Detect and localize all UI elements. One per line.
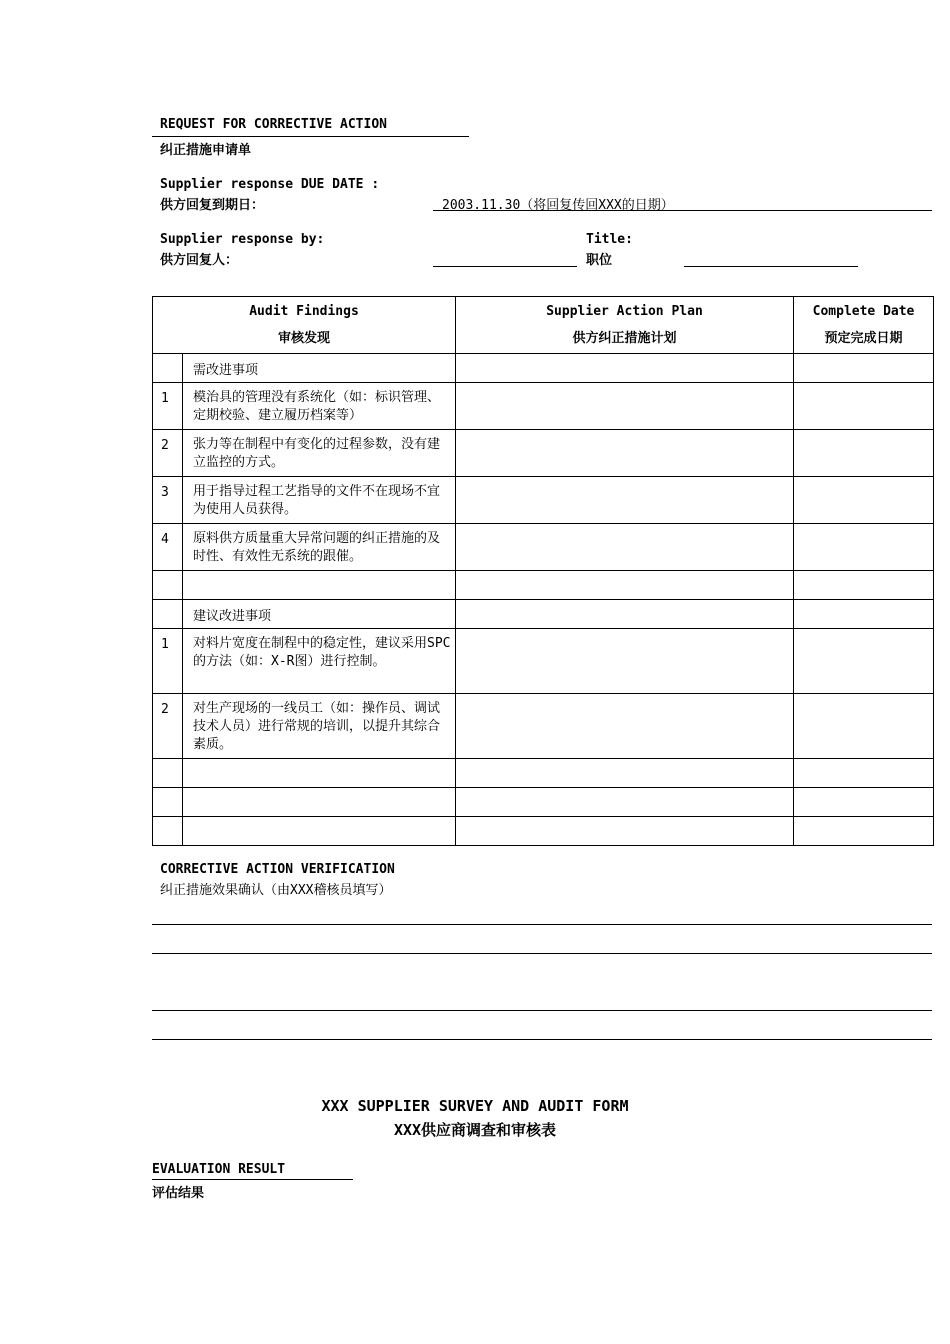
table-row [153, 571, 934, 600]
survey-title-en: XXX SUPPLIER SURVEY AND AUDIT FORM [321, 1097, 629, 1115]
audit-findings-header [153, 297, 456, 354]
table-row [153, 629, 934, 694]
row-number [153, 759, 183, 788]
row-number: 4 [153, 524, 183, 571]
finding-text [183, 817, 456, 846]
verification-title-cn: 纠正措施效果确认（由XXX稽核员填写） [160, 883, 392, 898]
row-number: 1 [153, 629, 183, 694]
evaluation-underline [152, 1179, 353, 1180]
table-row [153, 694, 934, 759]
verification-title-en: CORRECTIVE ACTION VERIFICATION [160, 862, 395, 877]
action-plan-cell[interactable] [456, 759, 794, 788]
table-row [153, 354, 934, 383]
complete-date-cell[interactable] [794, 694, 934, 759]
action-plan-cell[interactable] [456, 694, 794, 759]
finding-text [183, 759, 456, 788]
due-date-value: 2003.11.30（将回复传回XXX的日期） [442, 198, 674, 213]
finding-text: 需改进事项 [183, 354, 456, 383]
response-by-label-en: Supplier response by: [160, 232, 325, 247]
finding-text: 用于指导过程工艺指导的文件不在现场不宜为使用人员获得。 [183, 477, 456, 524]
audit-findings-header-en: Audit Findings [249, 304, 359, 319]
complete-date-cell[interactable] [794, 524, 934, 571]
job-title-field[interactable] [684, 266, 858, 267]
table-header-row [153, 297, 934, 354]
complete-date-cell[interactable] [794, 817, 934, 846]
finding-text [183, 788, 456, 817]
audit-findings-table [152, 296, 934, 846]
action-plan-cell[interactable] [456, 600, 794, 629]
row-number: 2 [153, 430, 183, 477]
due-date-label-cn: 供方回复到期日： [160, 198, 265, 213]
complete-date-header [794, 297, 934, 354]
finding-text [183, 571, 456, 600]
table-row [153, 430, 934, 477]
table-row [153, 600, 934, 629]
complete-date-cell[interactable] [794, 600, 934, 629]
evaluation-title-cn: 评估结果 [152, 1186, 205, 1201]
complete-date-cell[interactable] [794, 788, 934, 817]
complete-date-cell[interactable] [794, 477, 934, 524]
complete-date-cell[interactable] [794, 383, 934, 430]
evaluation-title-en: EVALUATION RESULT [152, 1162, 286, 1177]
row-number [153, 354, 183, 383]
finding-text: 张力等在制程中有变化的过程参数，没有建立监控的方式。 [183, 430, 456, 477]
action-plan-header-cn: 供方纠正措施计划 [572, 331, 677, 346]
audit-findings-header-cn: 审核发现 [278, 331, 331, 346]
table-row [153, 383, 934, 430]
form-title-cn: 纠正措施申请单 [160, 143, 252, 158]
verification-line[interactable] [152, 924, 932, 925]
action-plan-cell[interactable] [456, 629, 794, 694]
complete-date-header-en: Complete Date [812, 304, 915, 319]
action-plan-cell[interactable] [456, 354, 794, 383]
finding-text: 模治具的管理没有系统化（如：标识管理、定期校验、建立履历档案等） [183, 383, 456, 430]
table-row [153, 524, 934, 571]
response-by-label-cn: 供方回复人： [160, 253, 239, 268]
job-title-label-cn: 职位 [586, 253, 613, 268]
action-plan-cell[interactable] [456, 477, 794, 524]
action-plan-cell[interactable] [456, 430, 794, 477]
row-number [153, 817, 183, 846]
survey-title-cn: XXX供应商调查和审核表 [393, 1121, 557, 1139]
job-title-label-en: Title: [586, 232, 633, 247]
complete-date-cell[interactable] [794, 571, 934, 600]
due-date-label-en: Supplier response DUE DATE : [160, 177, 380, 192]
action-plan-header [456, 297, 794, 354]
table-row [153, 759, 934, 788]
complete-date-cell[interactable] [794, 430, 934, 477]
complete-date-cell[interactable] [794, 354, 934, 383]
action-plan-cell[interactable] [456, 788, 794, 817]
complete-date-cell[interactable] [794, 629, 934, 694]
row-number: 3 [153, 477, 183, 524]
verification-line[interactable] [152, 953, 932, 954]
finding-text: 对生产现场的一线员工（如：操作员、调试技术人员）进行常规的培训，以提升其综合素质。 [183, 694, 456, 759]
row-number: 1 [153, 383, 183, 430]
row-number: 2 [153, 694, 183, 759]
verification-line[interactable] [152, 1039, 932, 1040]
action-plan-header-en: Supplier Action Plan [546, 304, 703, 319]
row-number [153, 571, 183, 600]
table-row [153, 477, 934, 524]
row-number [153, 788, 183, 817]
finding-text: 建议改进事项 [183, 600, 456, 629]
table-row [153, 817, 934, 846]
verification-line[interactable] [152, 1010, 932, 1011]
action-plan-cell[interactable] [456, 571, 794, 600]
response-by-field[interactable] [433, 266, 577, 267]
title-underline [152, 136, 469, 137]
action-plan-cell[interactable] [456, 817, 794, 846]
action-plan-cell[interactable] [456, 383, 794, 430]
form-title-en: REQUEST FOR CORRECTIVE ACTION [160, 117, 387, 132]
complete-date-header-cn: 预定完成日期 [824, 331, 903, 346]
complete-date-cell[interactable] [794, 759, 934, 788]
due-date-field[interactable] [433, 210, 932, 211]
finding-text: 原料供方质量重大异常问题的纠正措施的及时性、有效性无系统的跟催。 [183, 524, 456, 571]
finding-text: 对料片宽度在制程中的稳定性，建议采用SPC的方法（如：X-R图）进行控制。 [183, 629, 456, 694]
action-plan-cell[interactable] [456, 524, 794, 571]
table-row [153, 788, 934, 817]
row-number [153, 600, 183, 629]
